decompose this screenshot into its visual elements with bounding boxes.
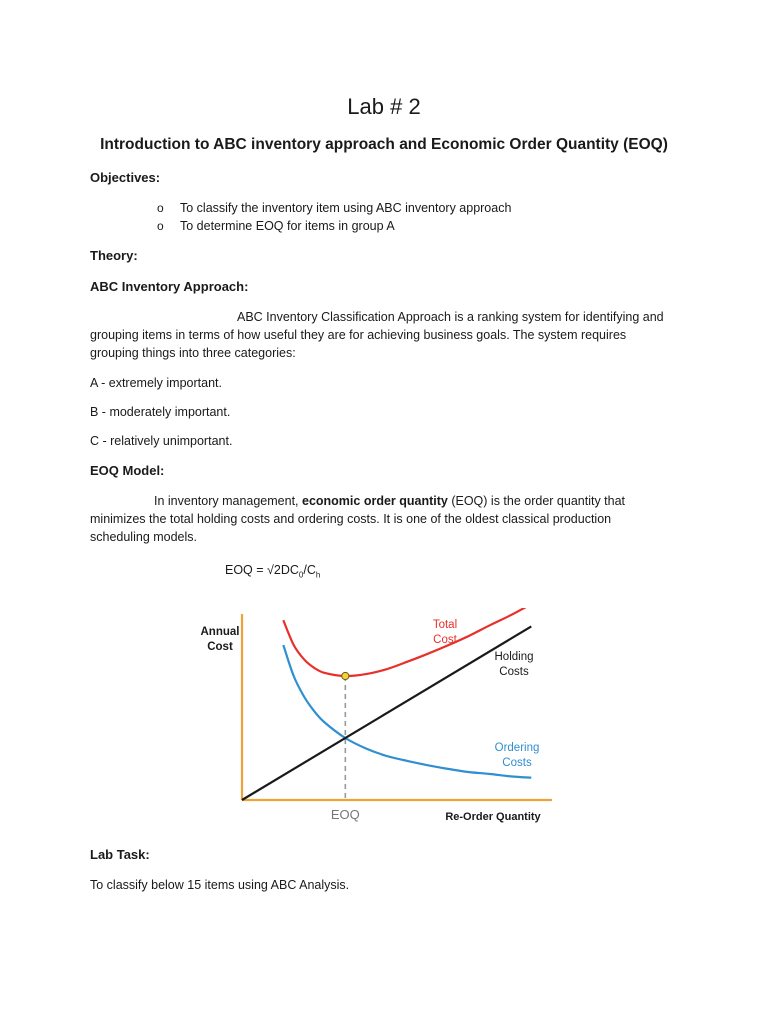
- lab-task-text: To classify below 15 items using ABC Analysis.: [90, 878, 350, 892]
- eoq-chart: [190, 608, 560, 830]
- eoq-marker-label: EOQ: [330, 807, 360, 822]
- bullet-icon: o: [157, 219, 164, 233]
- eoq-optimum-marker: [342, 672, 349, 679]
- objectives-heading: Objectives:: [90, 170, 161, 185]
- eoq-paragraph-line: minimizes the total holding costs and ordering costs. It is one of the oldest classical production: [90, 512, 612, 526]
- page-subtitle: Introduction to ABC inventory approach and Economic Order Quantity (EOQ): [100, 136, 668, 153]
- y-axis-label: Cost: [207, 641, 233, 653]
- total-cost-line: [283, 608, 531, 676]
- category-c: C - relatively unimportant.: [90, 434, 233, 448]
- lab-task-heading: Lab Task:: [90, 847, 150, 862]
- theory-heading: Theory:: [90, 248, 138, 263]
- category-b: B - moderately important.: [90, 405, 231, 419]
- eoq-paragraph: [90, 492, 670, 546]
- holding-costs-label: Holding: [494, 651, 534, 663]
- category-a: A - extremely important.: [90, 376, 222, 390]
- abc-paragraph-line: ABC Inventory Classification Approach is a ranking system for identifying and: [237, 310, 664, 324]
- eoq-paragraph-line: scheduling models.: [90, 530, 198, 544]
- holding-costs-label: Costs: [499, 666, 529, 678]
- total-cost-label: Cost: [433, 634, 457, 646]
- y-axis-label: Annual: [200, 626, 240, 638]
- bullet-icon: o: [157, 201, 164, 215]
- abc-heading: ABC Inventory Approach:: [90, 279, 249, 294]
- abc-paragraph-line: grouping items in terms of how useful they are for achieving business goals. The system requires: [90, 328, 627, 342]
- abc-paragraph-line: grouping things into three categories:: [90, 346, 296, 360]
- objective-item-1: To classify the inventory item using ABC inventory approach: [180, 201, 512, 215]
- objective-item-2: To determine EOQ for items in group A: [180, 219, 395, 233]
- eoq-formula: EOQ = $√2DC_0/C_h$: [225, 563, 321, 580]
- page-title: Lab # 2: [347, 94, 421, 119]
- abc-paragraph: [90, 308, 670, 362]
- eoq-paragraph-line: In inventory management, economic order quantity (EOQ) is the order quantity that: [154, 494, 626, 508]
- x-axis-label: Re-Order Quantity: [445, 811, 541, 823]
- ordering-costs-label: Costs: [502, 757, 532, 769]
- total-cost-label: Total: [432, 619, 458, 631]
- eoq-heading: EOQ Model:: [90, 463, 165, 478]
- ordering-costs-line: [283, 645, 531, 778]
- ordering-costs-label: Ordering: [494, 742, 540, 754]
